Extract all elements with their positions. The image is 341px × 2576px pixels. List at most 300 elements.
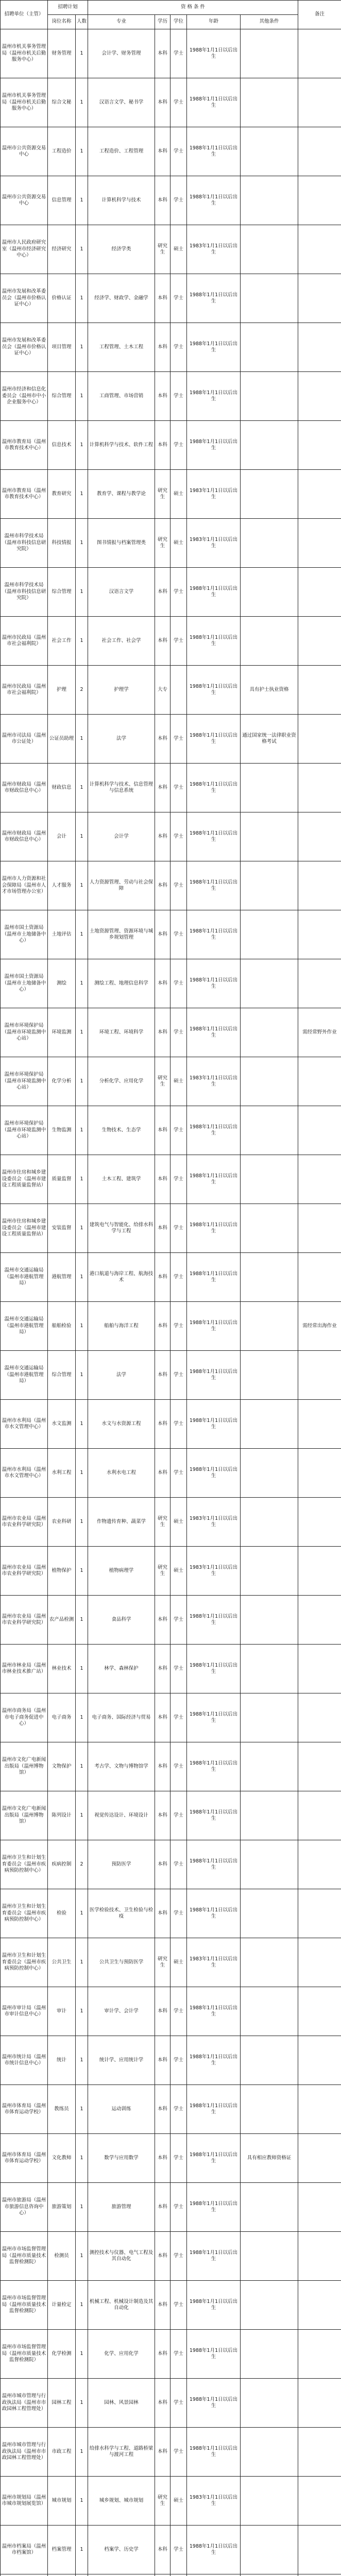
cell-other-text: 具有相应教师资格证 <box>247 2155 292 2161</box>
table-row <box>1 2477 341 2526</box>
cell-education <box>155 176 170 225</box>
cell-major <box>88 176 155 225</box>
table-row <box>1 1204 341 1253</box>
cell-major-text: 给排水科学与工程、道路桥梁与渡河工程 <box>89 2445 154 2458</box>
cell-other <box>241 470 298 519</box>
cell-age <box>187 2085 241 2134</box>
table-row <box>1 2134 341 2183</box>
cell-major <box>88 274 155 323</box>
cell-unit <box>1 1449 48 1498</box>
cell-age-text: 1988年1月1日以后出生 <box>189 1466 238 1479</box>
cell-education <box>155 1253 170 1302</box>
cell-education-text: 研究生 <box>158 487 168 500</box>
table-row <box>1 1302 341 1351</box>
cell-age <box>187 1840 241 1889</box>
cell-post-text: 财政信息 <box>52 784 72 790</box>
cell-education-text: 本科 <box>158 1616 168 1622</box>
cell-education-text: 本科 <box>158 1812 168 1818</box>
table-row <box>1 812 341 861</box>
cell-age-text: 1988年1月1日以后出生 <box>189 438 238 451</box>
cell-unit-text: 温州市农业局（温州市农业科学研究院） <box>2 1613 46 1625</box>
cell-post-text: 化学检测 <box>52 2350 72 2357</box>
cell-degree <box>170 1302 187 1351</box>
cell-other <box>241 1791 298 1840</box>
cell-post-text: 质量监督 <box>52 1176 72 1182</box>
cell-count-text: 1 <box>80 2448 83 2454</box>
cell-age <box>187 421 241 470</box>
cell-count-text: 1 <box>80 1176 83 1182</box>
cell-degree <box>170 2085 187 2134</box>
cell-major-text: 计算机科学与技术、软件工程 <box>89 442 154 448</box>
cell-major-text: 水文与水资源工程 <box>101 1420 141 1427</box>
cell-major-text: 分析化学、应用化学 <box>99 1078 144 1084</box>
cell-post <box>48 2085 76 2134</box>
cell-count <box>76 861 88 910</box>
cell-other-text <box>241 2109 298 2110</box>
cell-degree-text: 学士 <box>174 2399 184 2405</box>
cell-age <box>187 1253 241 1302</box>
table-row <box>1 1400 341 1449</box>
cell-note-text <box>298 2011 341 2012</box>
cell-unit <box>1 1840 48 1889</box>
cell-other-text <box>241 1570 298 1571</box>
cell-degree <box>170 519 187 568</box>
cell-age <box>187 1351 241 1400</box>
cell-education <box>155 1449 170 1498</box>
cell-unit-text: 温州市国土资源局（温州市土地储备中心） <box>2 974 46 993</box>
cell-unit <box>1 666 48 715</box>
cell-count <box>76 617 88 666</box>
cell-age-text: 1988年1月1日以后出生 <box>189 585 238 598</box>
cell-other <box>241 421 298 470</box>
cell-count-text: 1 <box>80 295 83 301</box>
cell-age-text: 1983年1月1日以后出生 <box>189 536 238 549</box>
cell-note-text <box>298 885 341 886</box>
cell-note <box>298 372 341 421</box>
cell-post <box>48 274 76 323</box>
cell-age <box>187 2477 241 2526</box>
cell-other <box>241 2232 298 2281</box>
cell-education <box>155 372 170 421</box>
cell-unit <box>1 2428 48 2477</box>
cell-other-text <box>241 1130 298 1131</box>
cell-other <box>241 1155 298 1204</box>
cell-count <box>76 2330 88 2379</box>
cell-unit <box>1 421 48 470</box>
cell-major <box>88 666 155 715</box>
cell-education-text: 本科 <box>158 148 168 154</box>
cell-degree-text: 学士 <box>174 1274 184 1280</box>
cell-degree <box>170 1938 187 1987</box>
cell-post <box>48 78 76 127</box>
cell-age-text: 1988年1月1日以后出生 <box>189 1319 238 1332</box>
cell-major <box>88 1742 155 1791</box>
cell-age <box>187 2134 241 2183</box>
cell-count-text: 1 <box>80 344 83 350</box>
cell-count <box>76 176 88 225</box>
header-conditions: 资 格 条 件 <box>88 1 298 15</box>
cell-degree-text: 学士 <box>174 344 184 350</box>
cell-note-text <box>298 1766 341 1767</box>
cell-degree-text: 学士 <box>174 1910 184 1916</box>
cell-note-text <box>298 2060 341 2061</box>
cell-major-text: 会计学、财务管理 <box>101 50 141 56</box>
cell-degree-text: 学士 <box>174 588 184 595</box>
cell-note <box>298 2330 341 2379</box>
cell-age <box>187 1987 241 2036</box>
cell-degree-text: 学士 <box>174 2106 184 2112</box>
cell-count <box>76 2183 88 2232</box>
cell-degree-text: 学士 <box>174 1127 184 1133</box>
cell-degree-text: 学士 <box>174 442 184 448</box>
cell-other-text <box>241 1081 298 1082</box>
cell-post-text: 园林工程 <box>52 2399 72 2405</box>
cell-note-text <box>298 1472 341 1473</box>
cell-post <box>48 2477 76 2526</box>
cell-age-text: 1988年1月1日以后出生 <box>189 96 238 108</box>
cell-age <box>187 861 241 910</box>
cell-note <box>298 1008 341 1057</box>
cell-post-text: 统计 <box>56 2057 66 2063</box>
cell-age-text: 1983年1月1日以后出生 <box>189 1075 238 1087</box>
cell-count-text: 1 <box>80 99 83 105</box>
cell-count-text: 2 <box>80 1861 83 1867</box>
cell-unit <box>1 910 48 959</box>
cell-unit <box>1 1596 48 1645</box>
cell-note <box>298 568 341 617</box>
cell-count <box>76 959 88 1008</box>
cell-age-text: 1988年1月1日以后出生 <box>189 732 238 744</box>
cell-count-text: 1 <box>80 2399 83 2405</box>
cell-note-text <box>298 2353 341 2354</box>
cell-other <box>241 1547 298 1596</box>
cell-note <box>298 176 341 225</box>
cell-other-text <box>241 591 298 592</box>
cell-degree-text: 学士 <box>174 2301 184 2308</box>
table-row <box>1 176 341 225</box>
cell-age-text: 1983年1月1日以后出生 <box>189 487 238 500</box>
table-row <box>1 323 341 372</box>
cell-age <box>187 2428 241 2477</box>
cell-post <box>48 1547 76 1596</box>
cell-other-text <box>241 1521 298 1522</box>
cell-count-text: 1 <box>80 2155 83 2161</box>
cell-education-text: 本科 <box>158 2448 168 2454</box>
cell-degree-text: 学士 <box>174 197 184 203</box>
cell-education <box>155 225 170 274</box>
table-row <box>1 2036 341 2085</box>
cell-major-text: 会计学 <box>114 833 129 839</box>
cell-unit-text: 温州市环境保护局（温州市环境监测中心站） <box>2 1072 46 1091</box>
cell-post <box>48 1008 76 1057</box>
cell-education-text: 本科 <box>158 1176 168 1182</box>
cell-post <box>48 715 76 764</box>
cell-education <box>155 1351 170 1400</box>
cell-note <box>298 1938 341 1987</box>
table-row <box>1 1596 341 1645</box>
cell-other-text <box>241 2451 298 2452</box>
cell-post <box>48 764 76 812</box>
cell-post <box>48 127 76 176</box>
cell-age-text: 1988年1月1日以后出生 <box>189 2249 238 2262</box>
cell-other <box>241 127 298 176</box>
cell-post-text: 信息管理 <box>52 197 72 203</box>
cell-major <box>88 715 155 764</box>
cell-age-text: 1988年1月1日以后出生 <box>189 683 238 696</box>
cell-post <box>48 176 76 225</box>
cell-post-text: 科技情报 <box>52 539 72 546</box>
cell-major-text: 土木工程、建筑学 <box>101 1176 141 1182</box>
cell-education <box>155 2379 170 2428</box>
cell-degree <box>170 1155 187 1204</box>
cell-unit <box>1 225 48 274</box>
cell-count-text: 1 <box>80 1371 83 1378</box>
cell-major-text: 汉语言文学 <box>109 588 134 595</box>
cell-education <box>155 2428 170 2477</box>
cell-unit <box>1 29 48 78</box>
cell-other-text <box>241 934 298 935</box>
cell-major <box>88 2428 155 2477</box>
cell-note-text <box>298 1277 341 1278</box>
cell-unit <box>1 861 48 910</box>
cell-other <box>241 568 298 617</box>
cell-age-text: 1988年1月1日以后出生 <box>189 1711 238 1723</box>
cell-count-text: 1 <box>80 1959 83 1965</box>
cell-unit-text: 温州市公共资源交易中心 <box>2 194 46 206</box>
cell-major <box>88 1204 155 1253</box>
cell-age <box>187 2281 241 2330</box>
cell-unit-text: 温州市科学技术局（温州市科技信息研究院） <box>2 582 46 601</box>
cell-age-text: 1988年1月1日以后出生 <box>189 2396 238 2409</box>
cell-post <box>48 1302 76 1351</box>
cell-note <box>298 323 341 372</box>
cell-unit-text: 温州市住房和城乡建设委员会（温州市建设工程质量监督站） <box>2 1170 46 1189</box>
cell-degree <box>170 1400 187 1449</box>
cell-count-text: 1 <box>80 2546 83 2552</box>
cell-post <box>48 519 76 568</box>
cell-age-text: 1988年1月1日以后出生 <box>189 1760 238 1772</box>
cell-education-text: 本科 <box>158 588 168 595</box>
cell-post <box>48 1645 76 1693</box>
cell-education <box>155 861 170 910</box>
cell-education <box>155 568 170 617</box>
cell-count-text: 1 <box>80 1763 83 1769</box>
cell-note <box>298 1155 341 1204</box>
cell-post <box>48 1840 76 1889</box>
cell-post <box>48 1889 76 1938</box>
cell-degree <box>170 127 187 176</box>
cell-degree-text: 学士 <box>174 1812 184 1818</box>
cell-major <box>88 127 155 176</box>
cell-unit <box>1 1742 48 1791</box>
cell-unit <box>1 2036 48 2085</box>
cell-degree-text: 硕士 <box>174 246 184 252</box>
cell-degree <box>170 1645 187 1693</box>
cell-other <box>241 617 298 666</box>
cell-other-text <box>241 787 298 788</box>
cell-unit <box>1 274 48 323</box>
header-age: 年龄 <box>187 15 241 29</box>
cell-major-text: 作物遗传育种、蔬菜学 <box>97 1518 146 1524</box>
cell-degree <box>170 1889 187 1938</box>
cell-other <box>241 1057 298 1106</box>
cell-unit-text: 温州市市场监督管理局（温州市质量技术监督检测院） <box>2 2344 46 2363</box>
cell-major-text: 数学与应用数学 <box>104 2155 139 2161</box>
cell-note <box>298 1498 341 1547</box>
cell-education-text: 本科 <box>158 442 168 448</box>
cell-count <box>76 1302 88 1351</box>
cell-other <box>241 2134 298 2183</box>
cell-post <box>48 1449 76 1498</box>
cell-unit <box>1 2379 48 2428</box>
header-plan: 招聘计划 <box>48 1 88 15</box>
cell-count-text: 1 <box>80 1518 83 1524</box>
cell-post-text: 农业科研 <box>52 1518 72 1524</box>
cell-age-text: 1983年1月1日以后出生 <box>189 2494 238 2506</box>
cell-other <box>241 2281 298 2330</box>
cell-major <box>88 1596 155 1645</box>
cell-post-text: 社会工作 <box>52 637 72 643</box>
table-row <box>1 715 341 764</box>
cell-other <box>241 2330 298 2379</box>
cell-major <box>88 812 155 861</box>
cell-note <box>298 1791 341 1840</box>
cell-major <box>88 1351 155 1400</box>
cell-education-text: 本科 <box>158 2252 168 2259</box>
cell-degree <box>170 1987 187 2036</box>
cell-education <box>155 127 170 176</box>
table-row <box>1 1008 341 1057</box>
cell-count-text: 1 <box>80 1714 83 1720</box>
cell-unit <box>1 1155 48 1204</box>
cell-age <box>187 910 241 959</box>
cell-age <box>187 617 241 666</box>
cell-post-text: 城市规划 <box>52 2497 72 2503</box>
cell-unit <box>1 470 48 519</box>
cell-age <box>187 1204 241 1253</box>
cell-count <box>76 1400 88 1449</box>
cell-major <box>88 372 155 421</box>
cell-other <box>241 1253 298 1302</box>
cell-degree-text: 学士 <box>174 882 184 888</box>
cell-age-text: 1988年1月1日以后出生 <box>189 1026 238 1038</box>
cell-education-text: 本科 <box>158 1323 168 1329</box>
cell-education-text: 本科 <box>158 2546 168 2552</box>
cell-post <box>48 1596 76 1645</box>
cell-education-text: 本科 <box>158 2057 168 2063</box>
cell-note <box>298 78 341 127</box>
cell-note-text: 需经常出海作业 <box>302 1323 337 1329</box>
cell-note <box>298 1596 341 1645</box>
cell-major <box>88 1008 155 1057</box>
cell-count-text: 1 <box>80 784 83 790</box>
cell-count <box>76 1106 88 1155</box>
cell-major-text: 经济学、财政学、金融学 <box>94 295 148 301</box>
cell-note-text <box>298 2304 341 2306</box>
cell-education <box>155 1547 170 1596</box>
cell-major <box>88 421 155 470</box>
cell-degree <box>170 78 187 127</box>
cell-unit-text: 温州市科学技术局（温州市科技信息研究院） <box>2 533 46 552</box>
cell-post-text: 电子商务 <box>52 1714 72 1720</box>
cell-degree <box>170 2232 187 2281</box>
table-row <box>1 2526 341 2574</box>
cell-degree-text: 学士 <box>174 1176 184 1182</box>
cell-note-text <box>298 934 341 935</box>
cell-degree-text: 学士 <box>174 99 184 105</box>
cell-note-text <box>298 1081 341 1082</box>
table-row <box>1 1840 341 1889</box>
cell-count <box>76 1791 88 1840</box>
cell-major <box>88 470 155 519</box>
cell-post-text: 综合管理 <box>52 393 72 399</box>
cell-unit-text: 温州市财政局（温州市财政信息中心） <box>2 781 46 793</box>
cell-degree-text: 学士 <box>174 833 184 839</box>
cell-count <box>76 1008 88 1057</box>
cell-count-text: 1 <box>80 442 83 448</box>
cell-degree-text: 学士 <box>174 2546 184 2552</box>
cell-count-text: 1 <box>80 2350 83 2357</box>
cell-note <box>298 715 341 764</box>
cell-age <box>187 1547 241 1596</box>
cell-unit-text: 温州市旅游局（温州市旅游信息咨询中心） <box>2 2197 46 2216</box>
cell-note-text <box>298 983 341 984</box>
cell-count-text: 1 <box>80 1029 83 1035</box>
cell-age-text: 1988年1月1日以后出生 <box>189 2445 238 2458</box>
cell-count-text: 1 <box>80 980 83 986</box>
cell-note <box>298 2477 341 2526</box>
cell-major <box>88 1889 155 1938</box>
cell-count <box>76 1742 88 1791</box>
cell-major-text: 人力资源管理、劳动与社会保障 <box>89 879 154 891</box>
cell-other-text <box>241 1179 298 1180</box>
cell-age-text: 1988年1月1日以后出生 <box>189 1662 238 1674</box>
cell-other <box>241 29 298 78</box>
cell-post-text: 财务管理 <box>52 50 72 56</box>
cell-education-text: 本科 <box>158 637 168 643</box>
cell-education <box>155 764 170 812</box>
cell-education-text: 研究生 <box>158 2494 168 2506</box>
cell-degree <box>170 421 187 470</box>
cell-major <box>88 1155 155 1204</box>
cell-education <box>155 1204 170 1253</box>
cell-degree <box>170 1057 187 1106</box>
cell-count <box>76 372 88 421</box>
cell-education <box>155 274 170 323</box>
cell-other <box>241 176 298 225</box>
cell-count-text: 1 <box>80 735 83 741</box>
cell-post-text: 综合管理 <box>52 1371 72 1378</box>
cell-count <box>76 2134 88 2183</box>
cell-degree-text: 学士 <box>174 1029 184 1035</box>
cell-education <box>155 323 170 372</box>
cell-count <box>76 1596 88 1645</box>
cell-post <box>48 1106 76 1155</box>
cell-degree-text: 学士 <box>174 2008 184 2014</box>
cell-major-text: 社会工作、社会学 <box>101 637 141 643</box>
cell-post <box>48 617 76 666</box>
cell-unit-text: 温州市经济和信息化委员会（温州市中小企业服务中心） <box>2 386 46 405</box>
cell-degree <box>170 1596 187 1645</box>
cell-age <box>187 519 241 568</box>
cell-other-text <box>241 1766 298 1767</box>
cell-unit-text: 温州市机关事务管理局（温州市机关后勤服务中心） <box>2 44 46 63</box>
cell-note-text <box>298 1864 341 1865</box>
cell-count <box>76 1204 88 1253</box>
cell-major <box>88 2134 155 2183</box>
cell-major <box>88 1400 155 1449</box>
cell-note-text <box>298 1423 341 1425</box>
